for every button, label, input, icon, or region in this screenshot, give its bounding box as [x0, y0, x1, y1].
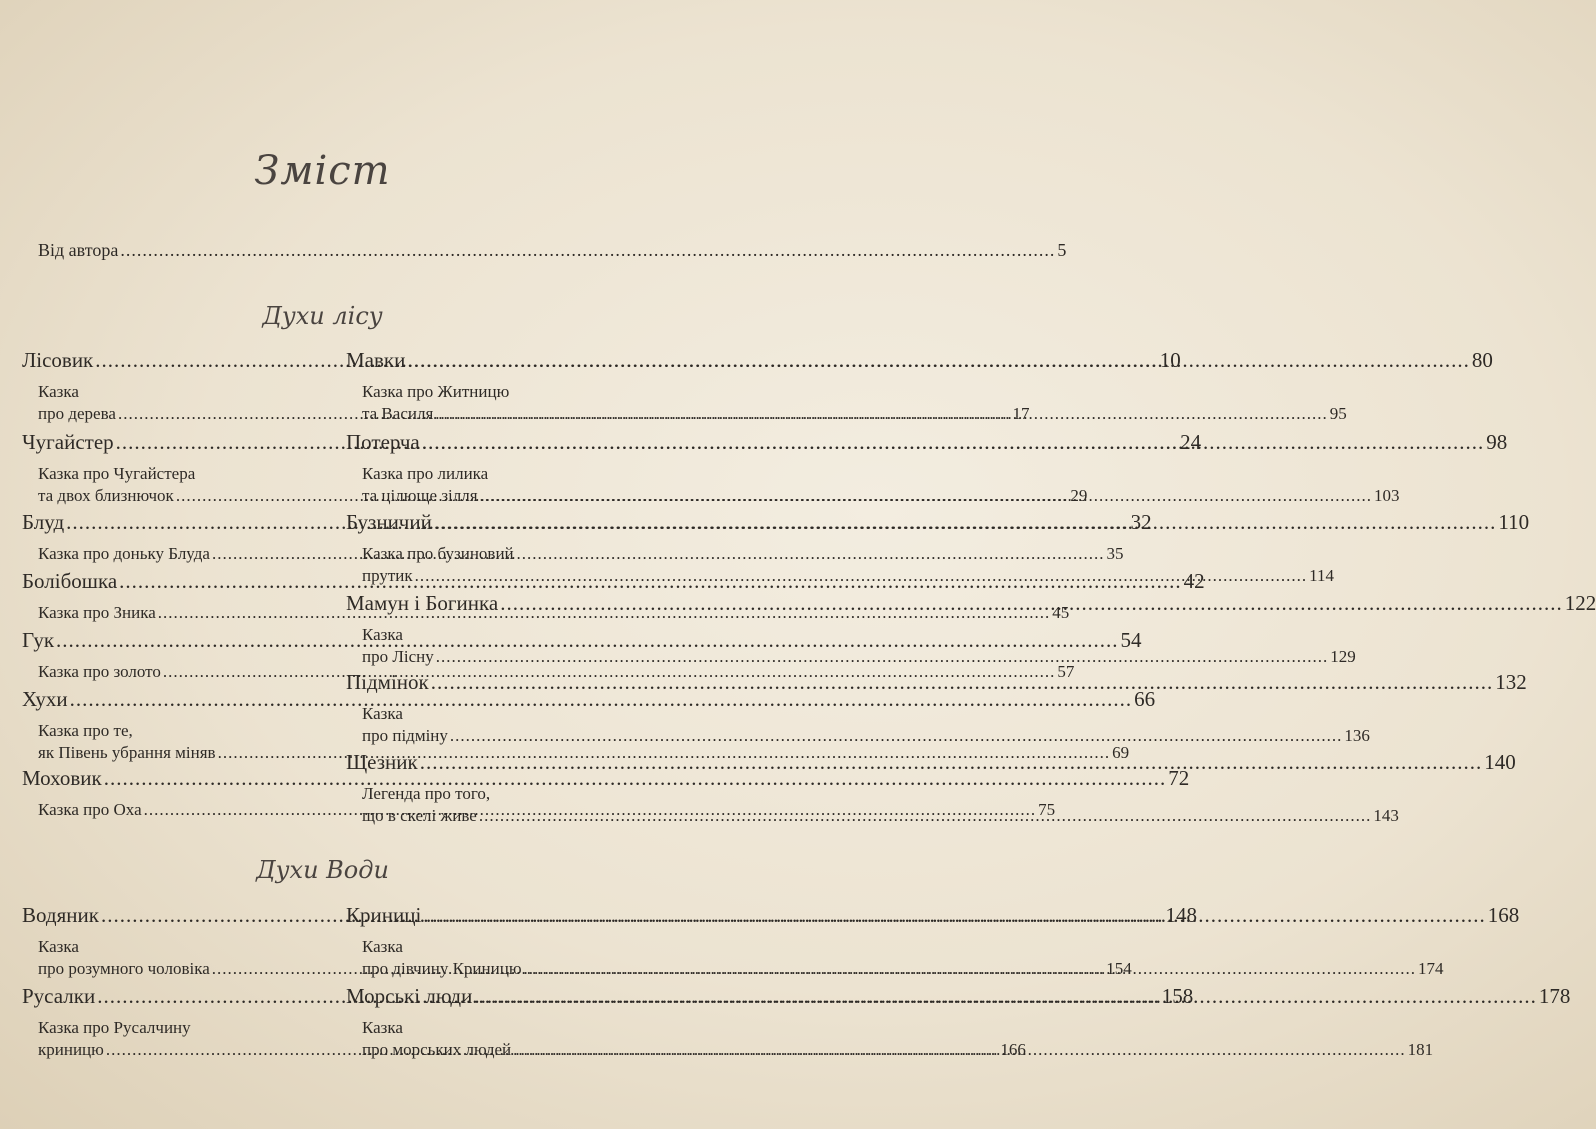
toc-subentry-line: Легенда про того, — [362, 784, 491, 803]
toc-entry-page: 45 — [1052, 603, 1070, 622]
toc-entry-title: про Лісну — [362, 647, 434, 666]
toc-entry-page: 148 — [1165, 903, 1197, 927]
dot-leader — [513, 1040, 1406, 1060]
section-title: Духи Води — [256, 856, 389, 884]
toc-entry-page: 158 — [1161, 984, 1194, 1008]
toc-entry-title: та двох близнючок — [38, 486, 174, 505]
dot-leader — [480, 486, 1373, 506]
toc-entry-title: Моховик — [22, 766, 102, 790]
toc-entry-title: Гук — [22, 628, 55, 652]
toc-entry-title: Криниці — [346, 903, 422, 927]
toc-entry-page: 103 — [1374, 486, 1400, 505]
toc-entry-title: що в скелі живе — [362, 806, 477, 825]
toc-entry-title: Блуд — [22, 510, 65, 534]
toc-entry-title: Русалки — [22, 984, 96, 1008]
toc-entry-title: Хухи — [22, 687, 68, 711]
toc-entry-title: Лісовик — [22, 348, 94, 372]
dot-leader — [436, 647, 1329, 667]
toc-subentry-line: Казка — [362, 625, 403, 644]
toc-entry[interactable] — [22, 766, 1190, 791]
toc-entry-page: 29 — [1070, 486, 1088, 505]
toc-subentry[interactable] — [362, 647, 1356, 667]
toc-entry-title: Водяник — [22, 903, 99, 927]
toc-entry-page: 132 — [1495, 670, 1527, 694]
toc-subentry-line: Казка про бузиновий — [362, 544, 514, 563]
toc-entry-title: про дівчину Криницю — [362, 959, 522, 978]
toc-entry-title: Морські люди — [346, 984, 473, 1008]
toc-subentry-line: Казка про Чугайстера — [38, 464, 196, 483]
toc-entry-page: 24 — [1180, 430, 1202, 454]
dot-leader — [120, 240, 1055, 261]
toc-entry-page: 143 — [1373, 806, 1399, 825]
toc-entry-title: про дерева — [38, 404, 116, 423]
toc-entry-page: 5 — [1057, 240, 1067, 260]
toc-entry-title: Мавки — [346, 348, 406, 372]
toc-entry-title: Чугайстер — [22, 430, 114, 454]
dot-leader — [407, 348, 1470, 373]
section-title: Духи лісу — [262, 302, 383, 330]
dot-leader — [435, 404, 1328, 424]
dot-leader — [474, 984, 1537, 1009]
toc-entry-page: 114 — [1309, 566, 1335, 585]
toc-entry-page: 10 — [1159, 348, 1181, 372]
toc-entry-page: 140 — [1484, 750, 1516, 774]
toc-subentry-line: Казка про лилика — [362, 464, 489, 483]
toc-entry-title: та Василя — [362, 404, 434, 423]
toc-entry-page: 122 — [1564, 591, 1596, 615]
toc-entry-title: Щезник — [346, 750, 418, 774]
toc-subentry-line: Казка про Русалчину — [38, 1018, 191, 1037]
toc-entry-page: 66 — [1134, 687, 1156, 711]
dot-leader — [423, 903, 1486, 928]
toc-entry-title: Казка про золото — [38, 662, 161, 681]
toc-entry-intro[interactable] — [38, 240, 1067, 261]
toc-entry-page: 54 — [1120, 628, 1142, 652]
toc-entry-title: криницю — [38, 1040, 104, 1059]
toc-entry-title: Казка про Оха — [38, 800, 142, 819]
toc-entry-page: 129 — [1330, 647, 1356, 666]
toc-subentry-line: Казка — [362, 937, 403, 956]
dot-leader — [450, 726, 1343, 746]
dot-leader — [500, 591, 1563, 616]
toc-entry-page: 75 — [1038, 800, 1056, 819]
toc-entry-title: Від автора — [38, 240, 119, 260]
toc-entry-page: 72 — [1168, 766, 1190, 790]
toc-entry-page: 168 — [1487, 903, 1520, 927]
toc-entry-page: 154 — [1106, 959, 1132, 978]
toc-entry-title: Бузничий — [346, 510, 432, 534]
toc-entry-title: та цілюще зілля — [362, 486, 478, 505]
toc-subentry-line: Казка — [362, 704, 403, 723]
toc-entry-page: 110 — [1498, 510, 1530, 534]
toc-entry-title: Казка про Зника — [38, 603, 156, 622]
toc-entry-page: 98 — [1486, 430, 1508, 454]
toc-entry-title: Казка про доньку Блуда — [38, 544, 210, 563]
toc-subentry-line: Казка — [38, 382, 79, 401]
toc-entry-title: Підмінок — [346, 670, 429, 694]
toc-entry-title: Болібошка — [22, 569, 118, 593]
toc-entry-title: як Півень убрання міняв — [38, 743, 216, 762]
dot-leader — [434, 510, 1497, 535]
toc-entry-title: Мамун і Богинка — [346, 591, 499, 615]
dot-leader — [431, 670, 1494, 695]
toc-entry-page: 32 — [1130, 510, 1152, 534]
toc-entry-page: 35 — [1106, 544, 1124, 563]
toc-entry-title: про розумного чоловіка — [38, 959, 210, 978]
toc-entry-page: 69 — [1112, 743, 1130, 762]
toc-entry-page: 174 — [1418, 959, 1444, 978]
toc-subentry-line: Казка про Житницю — [362, 382, 510, 401]
toc-subentry-line: Казка про те, — [38, 721, 133, 740]
toc-entry-page: 178 — [1538, 984, 1571, 1008]
page-title: Зміст — [254, 148, 391, 194]
toc-subentry-line: Казка — [362, 1018, 403, 1037]
dot-leader — [415, 566, 1308, 586]
toc-subentry[interactable] — [362, 726, 1370, 746]
toc-entry[interactable] — [22, 687, 1156, 712]
toc-entry-title: про підміну — [362, 726, 448, 745]
toc-entry-title: прутик — [362, 566, 413, 585]
toc-entry-page: 42 — [1183, 569, 1205, 593]
toc-entry-title: про морських людей — [362, 1040, 512, 1059]
toc-entry-page: 136 — [1344, 726, 1370, 745]
dot-leader — [212, 544, 1105, 564]
toc-entry-title: Потерча — [346, 430, 420, 454]
dot-leader — [422, 430, 1485, 455]
toc-subentry-line: Казка — [38, 937, 79, 956]
toc-entry-page: 17 — [1012, 404, 1030, 423]
dot-leader — [479, 806, 1372, 826]
toc-entry-page: 181 — [1407, 1040, 1434, 1059]
dot-leader — [420, 750, 1483, 775]
toc-entry-page: 57 — [1057, 662, 1075, 681]
dot-leader — [524, 959, 1417, 979]
toc-entry-page: 166 — [1000, 1040, 1026, 1059]
toc-entry-page: 95 — [1329, 404, 1347, 423]
toc-entry-page: 80 — [1471, 348, 1493, 372]
